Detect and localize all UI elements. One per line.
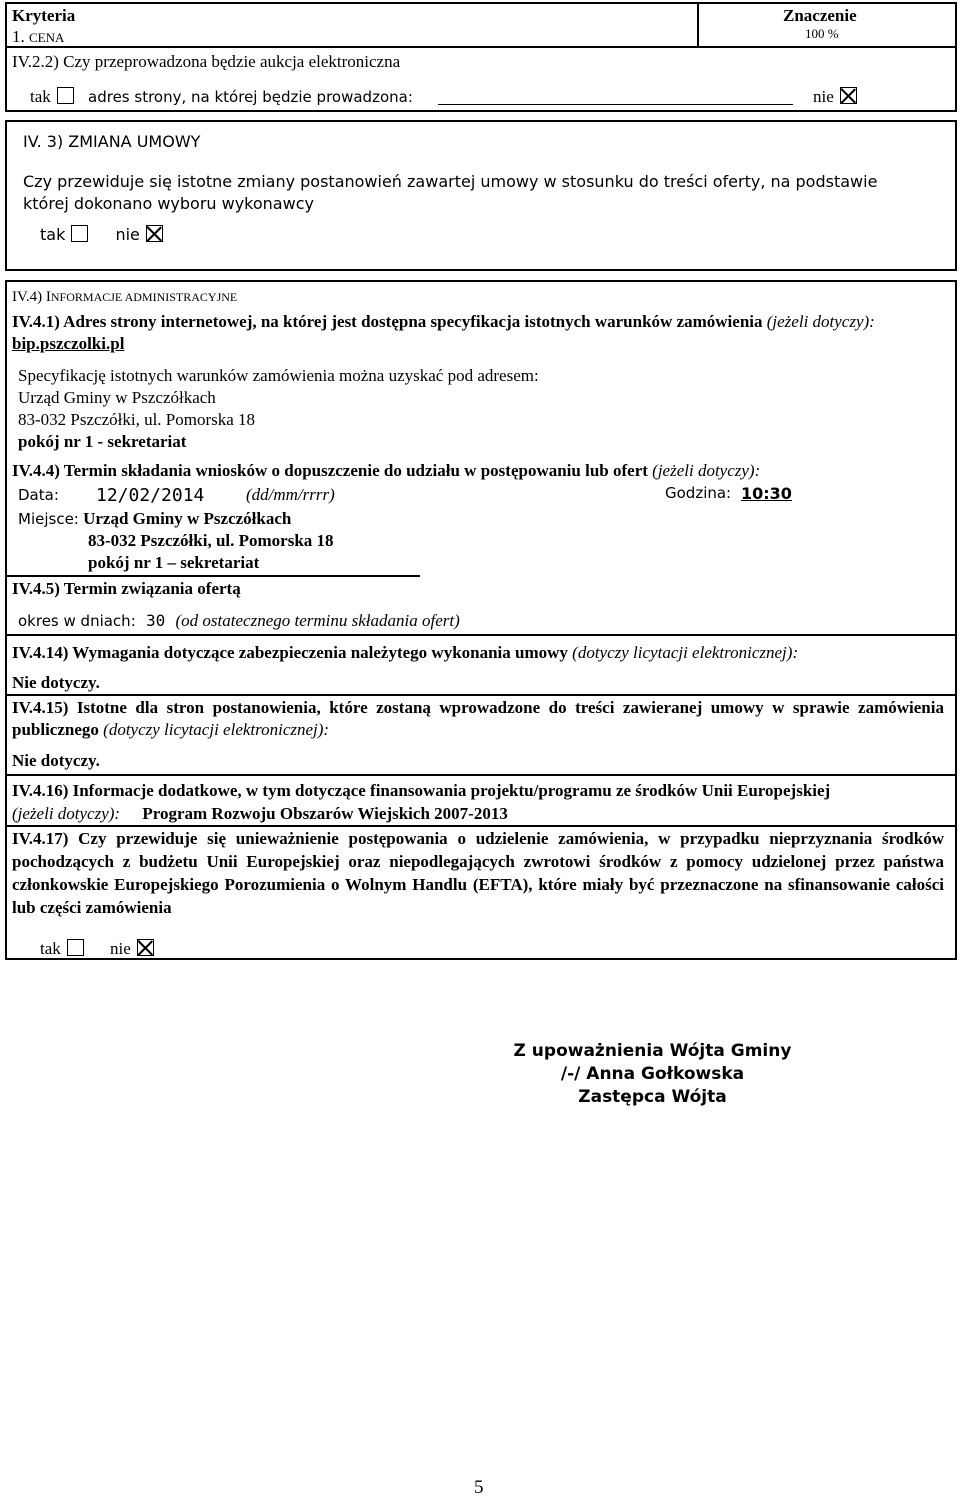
signature-line1: Z upoważnienia Wójta Gminy [513,1041,792,1061]
data-format: (dd/mm/rrrr) [246,485,335,504]
section-4417: IV.4.17) Czy przewiduje się unieważnienie postępowania o udzielenie zamówienia, w przypadku nieprzyznania środków pochodzących z budżetu Unii Europejskiej oraz niepodlegających zwrotowi środków z pomocy udzielonej przez państwa członkowskie Europejskiego Porozumienia o Wolnym Handlu (EFTA), które miały być przeznaczone na sfinansowanie całości lub części zamówienia [12,829,944,917]
kryteria-label: Kryteria [12,6,76,25]
section-divider-4 [5,825,957,827]
auction-heading: IV.2.2) Czy przeprowadzona będzie aukcja elektroniczna [12,52,401,71]
okres-value: 30 [146,611,166,630]
signature-line3: Zastępca Wójta [578,1086,727,1107]
address-label: adres strony, na której będzie prowadzona: [88,88,413,106]
znaczenie-label: Znaczenie [783,6,857,25]
data-row [18,484,818,506]
miejsce-block [18,508,291,530]
nie-checkbox[interactable] [840,87,857,104]
auction-options [30,86,860,108]
change-options [40,225,163,246]
okres-label: okres w dniach: [18,612,136,630]
tak-checkbox[interactable] [57,87,74,104]
okres-note: (od ostatecznego terminu składania ofert) [175,611,460,630]
admin-heading: IV.4) INFORMACJE ADMINISTRACYJNE [12,289,238,305]
section-4417-options [40,938,154,960]
nie-checkbox[interactable] [137,939,154,956]
section-4415: IV.4.15) Istotne dla stron postanowienia, które zostaną wprowadzone do treści zawieranej umowy w sprawie zamówienia publicznego (dotyczy licytacji elektronicznej): [12,698,944,740]
nie-label: nie [115,225,140,244]
signature-block [480,1040,825,1109]
section-4414-answer: Nie dotyczy. [12,673,100,692]
change-heading: IV. 3) ZMIANA UMOWY [23,132,201,151]
miejsce-divider [5,575,420,577]
criteria-col-divider [697,2,699,48]
signature-line2: /-/ Anna Gołkowska [560,1063,745,1084]
cena-label: 1. CENA [12,27,65,46]
spec-link[interactable]: bip.pszczolki.pl [12,334,125,354]
miejsce-line3: pokój nr 1 – sekretariat [88,553,260,572]
page-number: 5 [474,1477,484,1498]
section-4416-answer-row: (jeżeli dotyczy): Program Rozwoju Obszarów Wiejskich 2007-2013 [12,804,508,823]
data-label: Data: [18,486,59,504]
criteria-divider [5,46,957,48]
section-divider-1 [5,634,957,636]
section-divider-3 [5,774,957,776]
okres-row [18,610,460,632]
miejsce-line1: Urząd Gminy w Pszczółkach [83,509,292,528]
section-divider-2 [5,694,957,696]
nie-label: nie [813,87,834,106]
tak-checkbox[interactable] [67,939,84,956]
spec-address: Specyfikację istotnych warunków zamówienia można uzyskać pod adresem: Urząd Gminy w Pszczółkach 83-032 Pszczółki, ul. Pomorska 18 pokój nr 1 - sekretariat [18,366,539,452]
tak-label: tak [40,225,66,244]
section-4415-answer: Nie dotyczy. [12,751,100,770]
nie-label: nie [110,939,131,958]
miejsce-line2: 83-032 Pszczółki, ul. Pomorska 18 [88,531,334,550]
tak-label: tak [40,939,61,958]
tak-label: tak [30,87,51,106]
section-444: IV.4.4) Termin składania wniosków o dopuszczenie do udziału w postępowaniu lub ofert (jeżeli dotyczy): [12,461,761,480]
nie-checkbox[interactable] [146,225,163,242]
section-4414: IV.4.14) Wymagania dotyczące zabezpieczenia należytego wykonania umowy (dotyczy licytacji elektronicznej): [12,643,799,662]
address-line [438,104,793,105]
znaczenie-value: 100 % [805,26,839,41]
section-441: IV.4.1) Adres strony internetowej, na której jest dostępna specyfikacja istotnych warunków zamówienia (jeżeli dotyczy): bip.pszczolki.pl [12,312,875,354]
section-445: IV.4.5) Termin związania ofertą [12,579,241,598]
godzina-value: 10:30 [741,484,792,503]
tak-checkbox[interactable] [71,225,88,242]
godzina-label: Godzina: [665,484,732,502]
data-value: 12/02/2014 [96,485,205,506]
section-4416: IV.4.16) Informacje dodatkowe, w tym dotyczące finansowania projektu/programu ze środków Unii Europejskiej [12,781,831,800]
miejsce-label: Miejsce: [18,510,79,528]
change-question: Czy przewiduje się istotne zmiany postanowień zawartej umowy w stosunku do treści oferty, na podstawie której dokonano wyboru wykonawcy [23,172,878,213]
